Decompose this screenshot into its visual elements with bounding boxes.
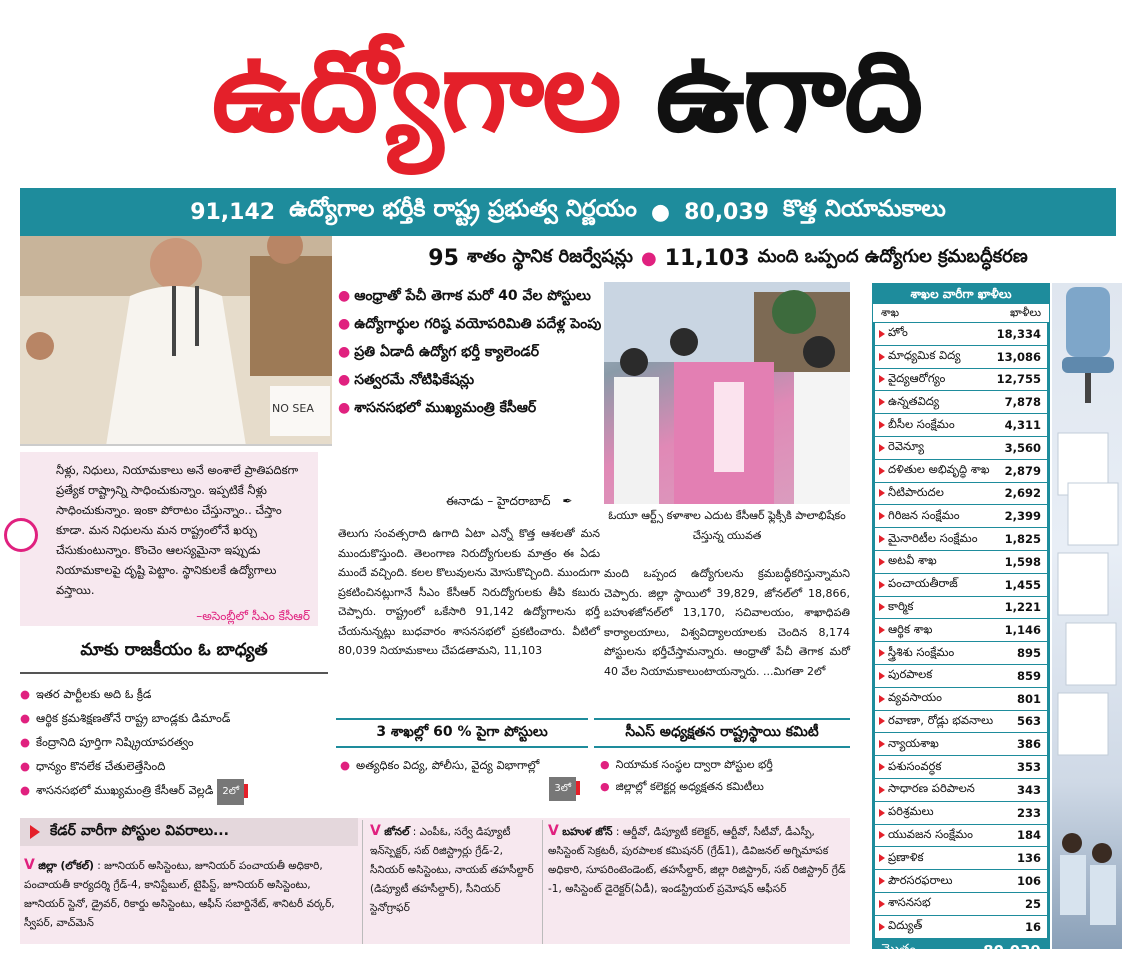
table-row: వైద్యఆరోగ్యం 12,755 <box>875 369 1047 391</box>
cadre-multi-text: : ఆర్డీవో, డిప్యూటీ కలెక్టర్, ఆర్టీవో, సీటీవో, డీఎస్పీ, అసిస్టెంట్ సెక్రటరీ, పురపాలక కమిషనర్ (గ్రేడ్1), డివిజనల్ అగ్నిమాపక అధికారి, సూపరింటెండెంట్, తహసీల్దార్, జిల్లా రిజిస్ట్రార్, సబ్ రిజిస్ట్రార్ గ్రేడ్ -1, అసిస్టెంట్ డైరెక్టర్(ఏడీ), ఇండస్ట్రియల్ ప్రమోషన్ ఆఫీసర్ <box>548 826 846 895</box>
table-row: వ్యవసాయం 801 <box>875 688 1047 710</box>
list-item: ● ఆంధ్రాతో పేచీ తెగాక మరో 40 వేల పోస్టులు <box>338 288 591 304</box>
bullet-icon: ● <box>20 759 31 773</box>
bullet-icon: ● <box>20 687 31 701</box>
table-row: మాధ్యమిక విద్య 13,086 <box>875 346 1047 368</box>
vacancy-table-title: శాఖల వారీగా ఖాళీలు <box>910 287 1012 301</box>
cadre-local-lead: జిల్లా (లోకల్) <box>38 860 94 872</box>
divider <box>542 820 543 944</box>
vacancy-total-row <box>873 939 1049 963</box>
cm-photo-illustration <box>20 236 332 446</box>
job-applications-image <box>1052 283 1122 949</box>
banner1-text1: ఉద్యోగాల భర్తీకి రాష్ట్ర ప్రభుత్వ నిర్ణయం <box>289 196 637 222</box>
table-row: పశుసంవర్ధక 353 <box>875 756 1047 778</box>
cadre-zonal-text: : ఎంపీఓ, సర్వే డిప్యూటీ ఇన్‌స్పెక్టర్, సబ్ రిజిస్ట్రార్లు గ్రేడ్-2, సీనియర్ అసిస్టెంటు, నాయబ్ తహసీల్దార్ (డిప్యూటీ తహసీల్దార్), సీనియర్ స్టెనోగ్రాఫర్ <box>370 826 534 914</box>
table-row: ప్రణాళిక 136 <box>875 847 1047 869</box>
table-row: శాసనసభ 25 <box>875 893 1047 915</box>
table-row: రవాణా, రోడ్లు భవనాలు 563 <box>875 711 1047 733</box>
table-row: పరిశ్రమలు 233 <box>875 802 1047 824</box>
article-body-2: మంది ఒప్పంద ఉద్యోగులను క్రమబద్ధీకరిస్తున్నామని చెప్పారు. జిల్లా స్థాయిలో 39,829, జోనల్‌లో 18,866, బహుళజోనల్‌లో 13,170, సచివాలయం, శాఖాధిపతి కార్యాలయాలు, విశ్వవిద్యాలయాలకు చెందిన 8,174 పోస్టులను భర్తీచేస్తామన్నారు. ఆంధ్రాతో పేచీ తెగాక మరో 40 వేల నియామకాలుంటాయన్నారు. ...మిగతా 2లో <box>604 567 850 678</box>
headline <box>0 8 1133 176</box>
list-item: ● ప్రతి ఏడాదీ ఉద్యోగ భర్తీ క్యాలెండర్ <box>338 344 540 360</box>
cadre-title: కేడర్ వారీగా పోస్టుల వివరాలు... <box>20 818 358 846</box>
banner1-num1: 91,142 <box>190 199 276 225</box>
cadre-local <box>24 856 354 933</box>
list-item: ● ఉద్యోగార్థుల గరిష్ఠ వయోపరిమితి పదేళ్ల పెంపు <box>338 316 602 332</box>
table-row: హోం 18,334 <box>875 323 1047 345</box>
list-item: ● సత్వరమే నోటిఫికేషన్లు <box>338 372 475 388</box>
article-body-1: తెలుగు సంవత్సరాది ఉగాది ఏటా ఎన్నో కొత్త ఆశలతో మన ముందుకొస్తుంది. తెలంగాణ నిరుద్యోగులకు మాత్రం ఈ ఏడు ముందే వచ్చింది. కలల కొలువులను మోసుకొచ్చింది. ముందుగా ప్రకటించినట్లుగానే సీఎం కేసీఆర్ నిరుద్యోగులకు తీపి కబురు చెప్పారు. రాష్ట్రంలో ఒకేసారి 91,142 ఉద్యోగాలను భర్తీ చేయనున్నట్లు బుధవారం శాసనసభలో ప్రకటించారు. వీటిలో 80,039 నియామకాలు చేపడతామని, 11,103 <box>338 527 600 657</box>
sub-banner <box>340 240 1116 276</box>
list-item: ● నియామక సంస్థల ద్వారా పోస్టుల భర్తీ <box>600 758 773 771</box>
banner2-num1: 95 <box>428 245 459 271</box>
table-row: సాధారణ పరిపాలన 343 <box>875 779 1047 801</box>
total-value: 80,039 <box>983 941 1041 960</box>
table-row: స్త్రీశిశు సంక్షేమం 895 <box>875 642 1047 664</box>
main-banner <box>20 188 1116 236</box>
table-row: నీటిపారుదల 2,692 <box>875 483 1047 505</box>
tag-marker <box>244 784 248 798</box>
bullet-icon: ● <box>600 758 610 771</box>
table-row: పౌరసరఫరాలు 106 <box>875 870 1047 892</box>
pen-icon: ✒ <box>562 494 573 508</box>
col-count-header: ఖాళీలు <box>1010 306 1041 319</box>
table-row: ఆర్థిక శాఖ 1,146 <box>875 619 1047 641</box>
bullet-icon: ● <box>20 735 31 749</box>
banner2-text2: మంది ఒప్పంద ఉద్యోగుల క్రమబద్ధీకరణ <box>757 245 1028 267</box>
table-row: గిరిజన సంక్షేమం 2,399 <box>875 505 1047 527</box>
cm-quote-text: నీళ్లు, నిధులు, నియామకాలు అనే అంశాలే ప్రాతిపదికగా ప్రత్యేక రాష్ట్రాన్ని సాధించుకున్నాం. ఇప్పటికే నీళ్లు సాధించుకున్నాం. ఇంకా పోరాటం చేస్తున్నాం.. చేస్తాం కూడా. మన నిధులను మన రాష్ట్రంలోనే ఖర్చు చేసుకుంటున్నాం. కొంచెం ఆలస్యమైనా ఇప్పుడు నియామకాలపై దృష్టి పెట్టాం. స్థానికులకే ఉద్యోగాలు వస్తాయి. <box>56 463 299 597</box>
continued-tag[interactable]: 2లో <box>217 779 244 805</box>
table-row: పంచాయతీరాజ్ 1,455 <box>875 574 1047 596</box>
cadre-zonal-lead: జోనల్ <box>384 826 410 838</box>
bullet-icon: ● <box>20 711 31 725</box>
list-item: ● ఇతర పార్టీలకు అది ఓ క్రీడ <box>20 687 152 701</box>
cadre-multizonal <box>548 822 850 899</box>
headline-part2: ఉగాది <box>655 27 922 157</box>
list-item: ● జిల్లాల్లో కలెక్టర్ల అధ్యక్షతన కమిటీలు <box>600 780 764 793</box>
politics-title: మాకు రాజకీయం ఓ బాధ్యత <box>20 640 328 674</box>
table-row: ఉన్నతవిద్య 7,878 <box>875 391 1047 413</box>
box-60-title: 3 శాఖల్లో 60 % పైగా పోస్టులు <box>336 718 588 748</box>
col-dept-header: శాఖ <box>881 306 900 319</box>
list-item: ● ఆర్థిక క్రమశిక్షణతోనే రాష్ట్ర బాండ్లకు డిమాండ్ <box>20 711 231 725</box>
bullet-icon: ● <box>20 783 31 797</box>
table-row: మైనారిటీల సంక్షేమం 1,825 <box>875 528 1047 550</box>
office-chair-illustration <box>1052 283 1122 949</box>
v-marker-icon: V <box>24 857 35 873</box>
list-item: ● శాసనసభలో ముఖ్యమంత్రి కేసీఆర్ వెల్లడి 2లో <box>20 778 328 805</box>
cs-committee-items <box>600 754 850 798</box>
table-row: విద్యుత్ 16 <box>875 916 1047 938</box>
bullet-icon: ● <box>338 288 351 304</box>
continued-tag[interactable]: 3లో <box>549 777 576 801</box>
cadre-local-text: : జూనియర్ అసిస్టెంటు, జూనియర్ పంచాయతీ అధికారి, పంచాయతీ కార్యదర్శి గ్రేడ్-4, కానిస్టేబుల్, టైపిస్ట్, జూనియర్ అసిస్టెంటు, జూనియర్ స్టెనో, డ్రైవర్, రికార్డు అసిస్టెంటు, ఆఫీస్ సబార్డినేట్, శానిటరీ వర్కర్, స్వీపర్, వాచ్‌మెన్ <box>24 860 335 929</box>
protest-photo <box>604 282 850 504</box>
banner2-num2: 11,103 <box>664 245 750 271</box>
headline-part1: ఉద్యోగాల <box>211 27 620 157</box>
banner1-num2: 80,039 <box>684 199 769 225</box>
vacancy-table-header <box>873 304 1049 322</box>
table-row: పురపాలక 859 <box>875 665 1047 687</box>
bullet-icon: ● <box>640 247 657 269</box>
cs-committee-title: సీఎస్ అధ్యక్షతన రాష్ట్రస్థాయి కమిటీ <box>594 718 850 748</box>
photo-sign-text: NO SEA <box>272 402 314 415</box>
v-marker-icon: V <box>370 823 381 839</box>
bullet-icon: ● <box>600 780 610 793</box>
table-row: న్యాయశాఖ 386 <box>875 733 1047 755</box>
politics-box <box>20 640 328 810</box>
bullet-icon: ● <box>338 400 351 416</box>
arrow-icon <box>30 825 40 839</box>
table-row: బీసీల సంక్షేమం 4,311 <box>875 414 1047 436</box>
table-row: యువజన సంక్షేమం 184 <box>875 825 1047 847</box>
tag-marker <box>576 781 580 795</box>
protest-photo-illustration <box>604 282 850 504</box>
list-item: ● ధాన్యం కొనలేక చేతులెత్తేసింది <box>20 759 166 773</box>
bullet-icon: ● <box>338 372 351 388</box>
divider <box>362 820 363 944</box>
byline: ఈనాడు – హైదరాబాద్ ✒ <box>446 494 573 508</box>
table-row: దళితుల అభివృద్ధి శాఖ 2,879 <box>875 460 1047 482</box>
banner2-text1: శాతం స్థానిక రిజర్వేషన్లు <box>466 245 633 267</box>
table-row: రెవెన్యూ 3,560 <box>875 437 1047 459</box>
list-item: ● శాసనసభలో ముఖ్యమంత్రి కేసీఆర్ <box>338 400 537 416</box>
v-marker-icon: V <box>548 823 559 839</box>
cadre-multi-lead: బహుళ జోన్ <box>562 826 613 838</box>
cm-quote-box <box>20 452 318 626</box>
table-row: కార్మిక 1,221 <box>875 597 1047 619</box>
total-label: మొత్తం <box>881 941 916 957</box>
cm-quote-attribution: –అసెంబ్లీలో సీఎం కేసీఆర్ <box>196 609 310 623</box>
table-row: అటవీ శాఖ 1,598 <box>875 551 1047 573</box>
photo-caption: ఓయూ ఆర్ట్స్ కళాశాల ఎదుట కేసీఆర్ ఫ్లెక్సీకి పాలాభిషేకం చేస్తున్న యువత <box>608 509 846 542</box>
bullet-icon: ● <box>338 316 351 332</box>
vacancy-table <box>872 283 1050 960</box>
banner1-text2: కొత్త నియామకాలు <box>782 196 946 222</box>
box-60-content: ● అత్యధికం విద్య, పోలీసు, వైద్య విభాగాల్లో 3లో <box>340 754 580 801</box>
highlights-list <box>338 282 602 422</box>
quote-icon <box>4 518 38 552</box>
bullet-icon: ● <box>338 344 351 360</box>
bullet-icon: ● <box>650 199 671 225</box>
cm-assembly-photo <box>20 236 332 446</box>
bullet-icon: ● <box>340 758 351 772</box>
list-item: ● కేంద్రానిది పూర్తిగా నిష్క్రియాపరత్వం <box>20 735 194 749</box>
cadre-zonal <box>370 822 538 918</box>
